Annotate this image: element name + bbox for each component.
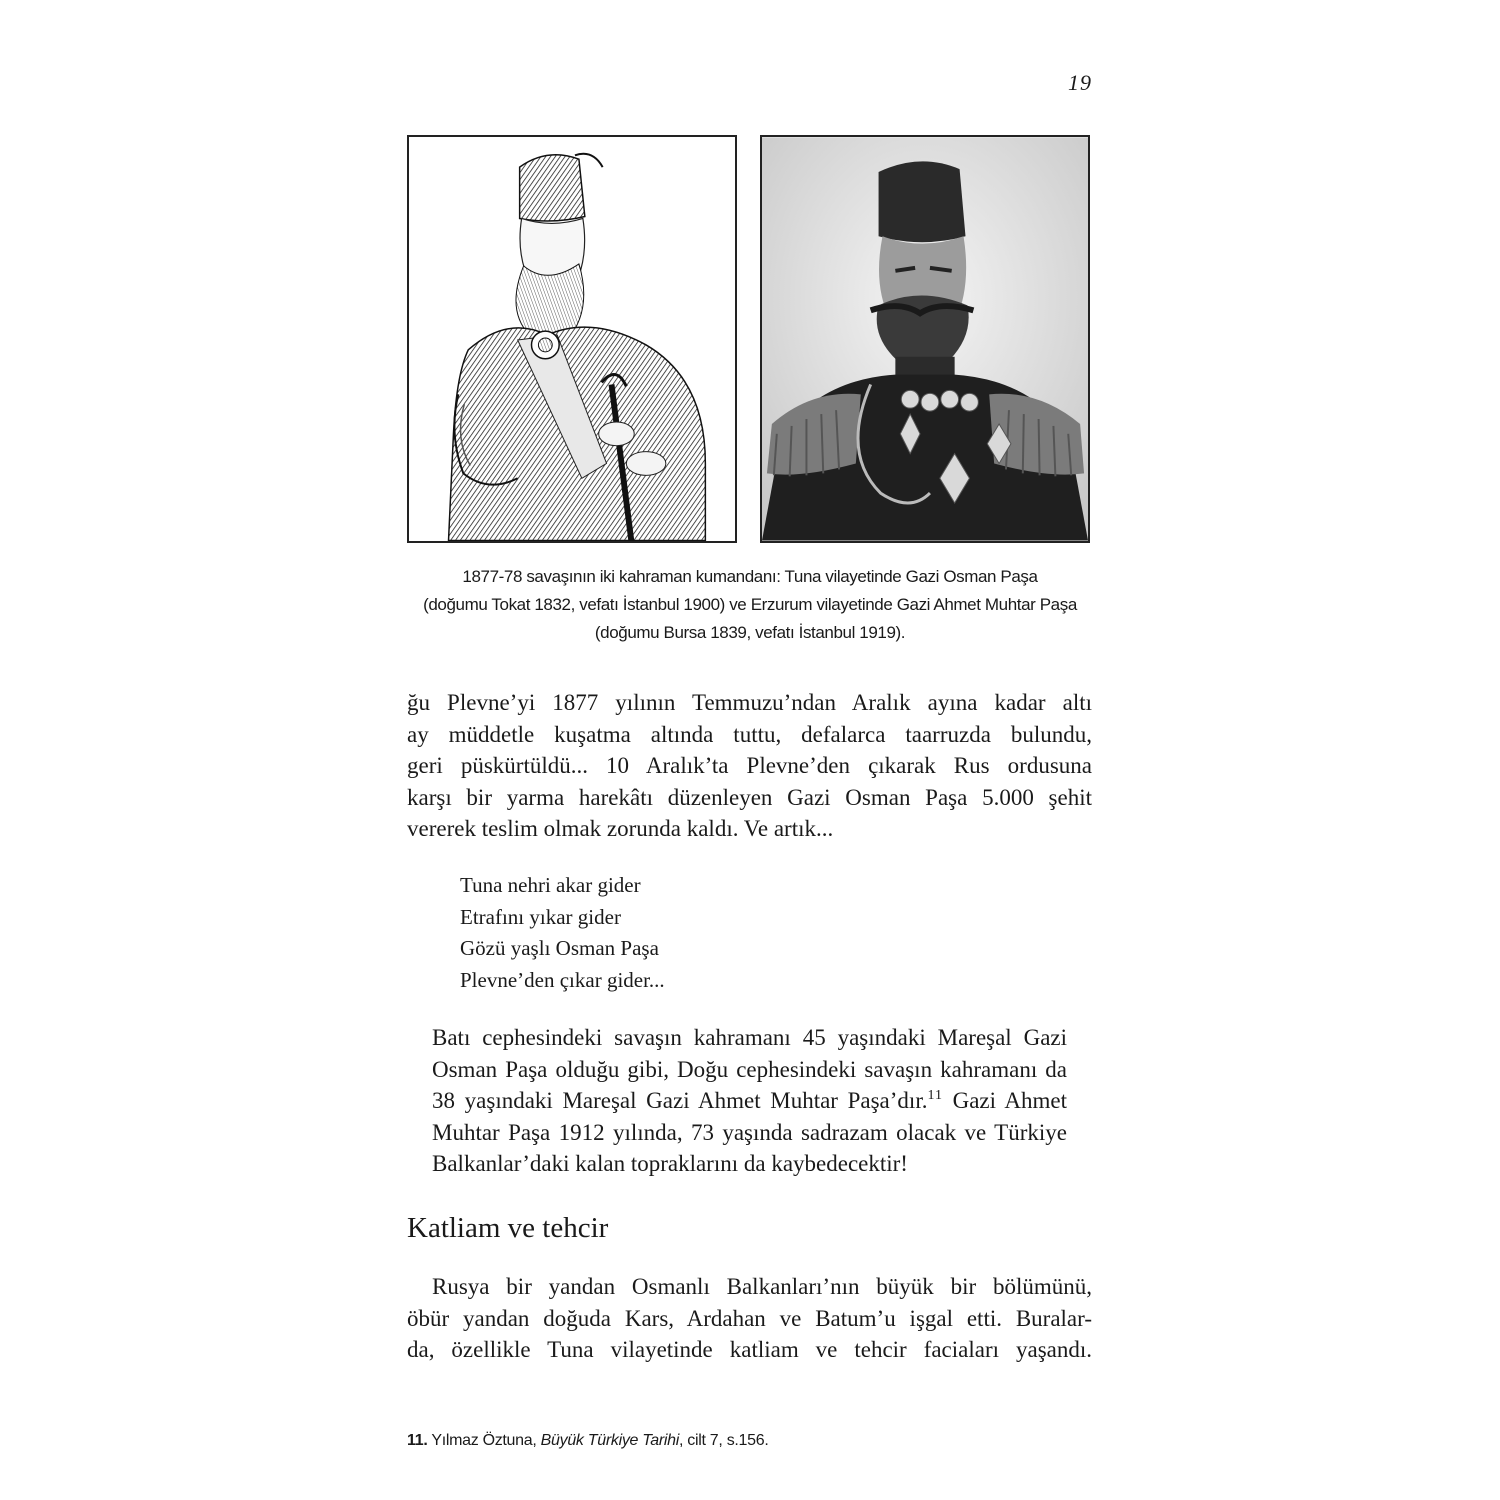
footnote-citation: , cilt 7, s.156. [679, 1432, 769, 1449]
text-line: Muhtar Paşa 1912 yılında, 73 yaşında sadrazam olacak ve Türkiye [432, 1119, 1067, 1145]
caption-line: (doğumu Tokat 1832, vefatı İstanbul 1900) ve Erzurum vilayetinde Gazi Ahmet Muhtar Paşa [423, 595, 1077, 614]
footnote-book-title: Büyük Türkiye Tarihi [540, 1432, 680, 1449]
footnote-author: Yılmaz Öztuna, [427, 1432, 541, 1449]
verse-line: Tuna nehri akar gider [460, 873, 641, 897]
portrait-engraving-left [407, 135, 737, 543]
text-line: Osman Paşa olduğu gibi, Doğu cephesindeki savaşın kahramanı da [432, 1056, 1067, 1082]
body-paragraph-2 [407, 1022, 1067, 1180]
body-paragraph-1 [407, 687, 1092, 845]
photo-caption [400, 563, 1100, 647]
portrait-photograph-right [760, 135, 1090, 543]
body-paragraph-3 [407, 1271, 1092, 1366]
verse-block [460, 870, 665, 996]
text-line: karşı bir yarma harekâtı düzenleyen Gazi Osman Paşa 5.000 şehit [407, 784, 1092, 810]
text-line: geri püskürtüldü... 10 Aralık’ta Plevne’den çıkarak Rus ordusuna [407, 753, 1092, 778]
portrait-engraving-illustration [409, 137, 735, 541]
text-line [407, 1085, 1067, 1117]
caption-line: 1877-78 savaşının iki kahraman kumandanı: Tuna vilayetinde Gazi Osman Paşa [462, 567, 1038, 586]
footnote [407, 1432, 768, 1450]
text-segment: Gazi Ahmet [942, 1088, 1068, 1113]
text-line: Batı cephesindeki savaşın kahramanı 45 yaşındaki Mareşal Gazi [432, 1025, 1067, 1050]
page-number: 19 [1068, 70, 1092, 95]
verse-line: Plevne’den çıkar gider... [460, 967, 665, 992]
caption-line: (doğumu Bursa 1839, vefatı İstanbul 1919). [594, 623, 906, 642]
text-line: da, özellikle Tuna vilayetinde katliam ve tehcir faciaları yaşandı. [407, 1337, 1092, 1362]
section-heading: Katliam ve tehcir [407, 1212, 609, 1244]
text-line: öbür yandan doğuda Kars, Ardahan ve Batum’u işgal etti. Buralar- [407, 1305, 1092, 1331]
text-line: Balkanlar’daki kalan topraklarını da kaybedecektir! [432, 1151, 908, 1176]
text-line: Rusya bir yandan Osmanlı Balkanları’nın büyük bir bölümünü, [432, 1274, 1092, 1299]
footnote-reference[interactable]: 11 [927, 1088, 943, 1103]
text-segment: 38 yaşındaki Mareşal Gazi Ahmet Muhtar Paşa’dır. [432, 1088, 928, 1113]
text-line: vererek teslim olmak zorunda kaldı. Ve artık... [407, 816, 834, 841]
text-line: ay müddetle kuşatma altında tuttu, defalarca taarruzda bulundu, [407, 721, 1092, 747]
footnote-number: 11. [407, 1432, 428, 1449]
verse-line: Etrafını yıkar gider [460, 904, 621, 929]
verse-line: Gözü yaşlı Osman Paşa [460, 936, 659, 960]
text-line: ğu Plevne’yi 1877 yılının Temmuzu’ndan Aralık ayına kadar altı [407, 690, 1092, 715]
portrait-photograph-illustration [762, 137, 1088, 541]
